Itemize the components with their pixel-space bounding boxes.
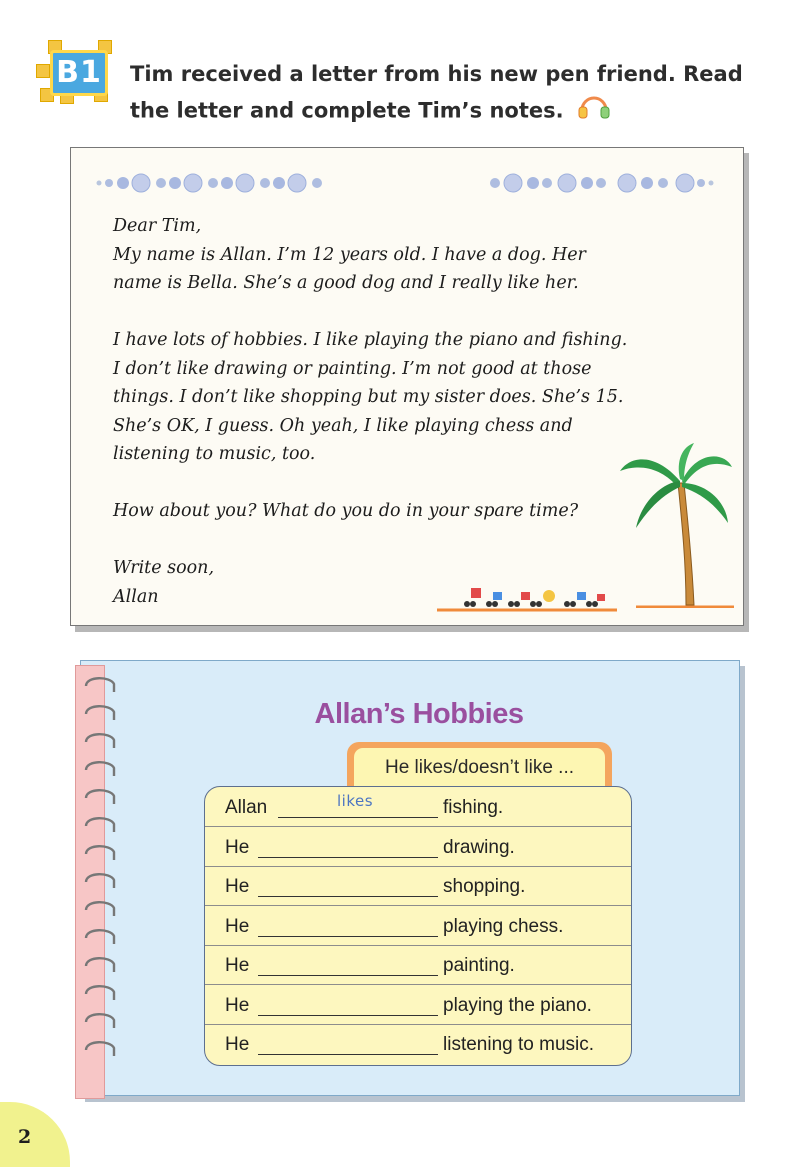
row-activity: playing the piano. — [443, 995, 592, 1016]
answer-blank[interactable] — [258, 1054, 438, 1055]
row-subject: He — [225, 876, 250, 897]
spiral-rings-icon — [80, 672, 126, 1082]
letter-line: I don’t like drawing or painting. I’m not good at those — [113, 358, 592, 379]
palm-tree-icon — [616, 443, 736, 608]
letter-line: things. I don’t like shopping but my sister does. She’s 15. — [113, 387, 624, 407]
letter-line: I have lots of hobbies. I like playing the piano and fishing. — [113, 330, 628, 350]
row-subject: He — [225, 1034, 250, 1055]
row-activity: playing chess. — [443, 916, 564, 937]
table-row — [205, 866, 631, 906]
instruction-text — [130, 56, 780, 131]
letter-greeting: Dear Tim, — [113, 216, 202, 236]
row-subject: He — [225, 837, 250, 858]
letter-line: My name is Allan. I’m 12 years old. I have a dog. Her — [113, 244, 586, 265]
row-subject: Allan — [225, 797, 268, 818]
table-row — [205, 945, 631, 985]
row-activity: painting. — [443, 955, 515, 976]
table-row — [205, 827, 631, 867]
page-number: 2 — [18, 1126, 32, 1148]
answer-text: likes — [337, 792, 374, 810]
table-row — [205, 985, 631, 1025]
letter-line: She’s OK, I guess. Oh yeah, I like playing chess and — [113, 415, 573, 436]
answer-blank[interactable] — [258, 936, 438, 937]
instruction-label: Tim received a letter from his new pen friend. Read the letter and complete Tim’s notes. — [130, 62, 743, 123]
letter-question: How about you? What do you do in your spare time? — [113, 501, 579, 521]
headphones-icon[interactable] — [577, 92, 611, 131]
table-row — [205, 906, 631, 946]
letter-closing: Write soon, — [113, 558, 215, 578]
row-activity: listening to music. — [443, 1034, 595, 1055]
letter-line: listening to music, too. — [113, 444, 316, 464]
answer-blank[interactable] — [258, 975, 438, 976]
answer-blank[interactable] — [258, 1015, 438, 1016]
letter-card — [70, 147, 744, 626]
row-activity: fishing. — [443, 797, 504, 818]
notes-title: Allan’s Hobbies — [314, 698, 524, 730]
dot-ornament-right-icon — [489, 171, 719, 195]
answer-blank[interactable] — [258, 857, 438, 858]
answer-blank[interactable] — [258, 896, 438, 897]
row-subject: He — [225, 955, 250, 976]
row-activity: drawing. — [443, 837, 515, 858]
notes-tab-label: He likes/doesn’t like ... — [354, 748, 605, 792]
ant-parade-icon — [437, 580, 617, 614]
row-subject: He — [225, 916, 250, 937]
hobbies-table — [204, 786, 632, 1066]
letter-line: name is Bella. She’s a good dog and I really like her. — [113, 273, 579, 293]
page-corner — [0, 1102, 70, 1167]
table-row — [205, 1024, 631, 1063]
table-row — [205, 787, 631, 827]
section-badge — [36, 40, 112, 102]
row-activity: shopping. — [443, 876, 526, 897]
row-subject: He — [225, 995, 250, 1016]
dot-ornament-icon — [93, 171, 333, 195]
letter-body — [113, 212, 703, 611]
answer-blank[interactable] — [278, 817, 438, 818]
section-label: B1 — [50, 50, 108, 96]
letter-signature: Allan — [113, 586, 159, 607]
